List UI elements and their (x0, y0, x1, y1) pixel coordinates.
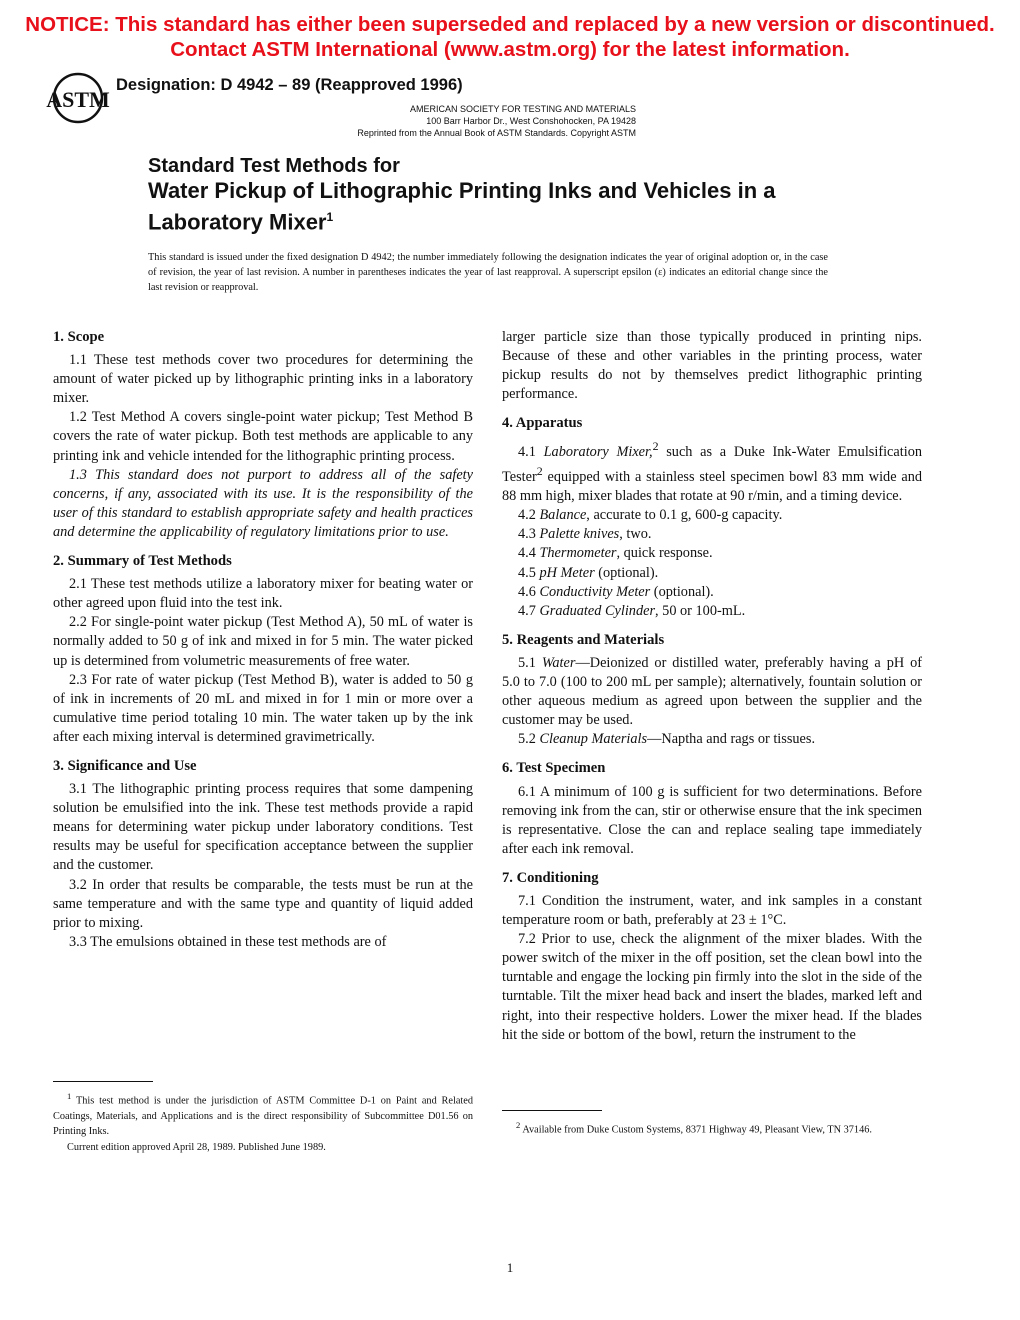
footnote-mark: 2 (516, 1120, 521, 1130)
paragraph-3-2: 3.2 In order that results be comparable, the tests must be run at the same temperature and with the same type and quantity of liquid added prior to mixing. (53, 876, 473, 931)
designation: Designation: D 4942 – 89 (Reapproved 1996) (116, 76, 463, 94)
footnote-mark: 2 (652, 439, 659, 454)
item-name: Laboratory Mixer, (543, 444, 653, 461)
item-name: Water (541, 654, 576, 671)
item-number: 4.1 (518, 444, 536, 461)
item-name: Palette knives (539, 526, 620, 543)
item-name: Balance (539, 507, 587, 524)
paragraph-7-1: 7.1 Condition the instrument, water, and ink samples in a constant temperature room or bath, preferably at 23 ± 1°C. (502, 892, 922, 929)
publisher-line-3: Reprinted from the Annual Book of ASTM Standards. Copyright ASTM (357, 128, 636, 138)
item-text: , accurate to 0.1 g, 600-g capacity. (586, 507, 783, 524)
item-text: (optional). (594, 564, 659, 581)
item-number: 4.6 (518, 583, 536, 600)
footnote-1-line-2: Current edition approved April 28, 1989. Published June 1989. (67, 1141, 326, 1153)
footnote-mark: 1 (67, 1091, 72, 1101)
item-number: 4.3 (518, 526, 536, 543)
document-title (148, 154, 776, 235)
footnote-2-body: Available from Duke Custom Systems, 8371 Highway 49, Pleasant View, TN 37146. (522, 1124, 872, 1136)
title-footnote-mark: 1 (326, 210, 334, 224)
astm-logo-icon (46, 72, 110, 124)
title-line-3 (148, 204, 776, 235)
section-heading-apparatus: 4. Apparatus (502, 415, 583, 432)
paragraph-4-7 (502, 602, 922, 621)
item-text: (optional). (650, 583, 714, 600)
item-name: pH Meter (539, 564, 595, 581)
title-line-3-text: Laboratory Mixer (148, 209, 327, 235)
item-number: 4.7 (518, 602, 536, 619)
paragraph-2-2: 2.2 For single-point water pickup (Test Method A), 50 mL of water is normally added to 50 g of ink and mixed in for 5 min. The water picked up is determined from volumetric measurements of free water. (53, 614, 473, 669)
paragraph-3-3: 3.3 The emulsions obtained in these test methods are of (69, 933, 387, 950)
paragraph-1-3: 1.3 This standard does not purport to address all of the safety concerns, if any, associated with its use. It is the responsibility of the user of this standard to establish appropriate safety and health practices and determine the applicability of regulatory limitations prior to use. (53, 466, 473, 540)
issued-note: This standard is issued under the fixed designation D 4942; the number immediately following the designation indicates the year of original adoption or, in the case of revision, the year of last revision. A number in parentheses indicates the year of last reapproval. A superscript epsilon (ε) indicates an editorial change since the last revision or reapproval. (148, 252, 828, 293)
notice-line-1: NOTICE: This standard has either been superseded and replaced by a new version or discontinued. (25, 13, 995, 36)
paragraph-4-1 (502, 437, 922, 506)
page-number: 1 (506, 1260, 514, 1275)
item-name: Thermometer (539, 545, 617, 562)
section-heading-conditioning: 7. Conditioning (502, 869, 599, 886)
paragraph-4-6 (502, 583, 922, 602)
paragraph-4-3 (502, 525, 922, 544)
title-line-1: Standard Test Methods for (148, 155, 400, 177)
paragraph-5-1 (502, 654, 922, 730)
paragraph-3-3-continued: larger particle size than those typically produced in printing nips. Because of these and other variables in the printing process, water pickup results do not by themselves predict lithographic printing performance. (502, 329, 922, 403)
paragraph-6-1: 6.1 A minimum of 100 g is sufficient for two determinations. Before removing ink from the can, stir or otherwise ensure that the ink specimen is representative. Close the can and replace sealing tape immediately after each ink removal. (502, 783, 922, 857)
item-number: 4.2 (518, 507, 536, 524)
paragraph-4-5 (502, 564, 922, 583)
item-text: , quick response. (616, 545, 713, 562)
footnote-1 (53, 1089, 473, 1155)
item-number: 4.4 (518, 545, 536, 562)
item-name: Graduated Cylinder (539, 602, 656, 619)
section-heading-specimen: 6. Test Specimen (502, 760, 606, 777)
item-text: equipped with a stainless steel specimen bowl 83 mm wide and 88 mm high, mixer blades that rotate at 90 r/min, and a timing device. (502, 469, 922, 505)
publisher-line-1: AMERICAN SOCIETY FOR TESTING AND MATERIALS (409, 104, 636, 114)
paragraph-2-3: 2.3 For rate of water pickup (Test Method B), water is added to 50 g of ink in increments of 20 mL and mixed in for 1 min or more over a cumulative time period totaling 10 min. The water taken up by the ink after each mixing interval is determined gravimetrically. (53, 671, 473, 745)
item-text: —Deionized or distilled water, preferably having a pH of 5.0 to 7.0 (100 to 200 mL per sample); alternatively, fountain solution or other aqueous medium as agreed upon between the supplier and the customer may be used. (502, 654, 923, 729)
publisher-block (357, 103, 636, 139)
item-number: 5.2 (518, 731, 536, 748)
paragraph-1-1: 1.1 These test methods cover two procedures for determining the amount of water picked up by lithographic printing inks in a laboratory mixer. (53, 352, 473, 407)
footnote-rule-right (502, 1110, 602, 1111)
item-text: , 50 or 100-mL. (655, 602, 746, 619)
section-heading-summary: 2. Summary of Test Methods (53, 553, 232, 570)
notice-line-2: Contact ASTM International (www.astm.org) for the latest information. (170, 38, 850, 61)
footnote-2-text (502, 1118, 922, 1138)
section-heading-scope: 1. Scope (53, 329, 105, 345)
paragraph-5-2 (502, 730, 922, 749)
supersession-notice (0, 12, 1020, 62)
item-name: Cleanup Materials (539, 731, 648, 748)
item-number: 4.5 (518, 564, 536, 581)
paragraph-2-1: 2.1 These test methods utilize a laboratory mixer for beating water or other agreed upon fluid into the test ink. (53, 576, 473, 612)
footnote-1-body: This test method is under the jurisdiction of ASTM Committee D-1 on Paint and Related Coatings, Materials, and Applications and is the direct responsibility of Subcommittee D01.56 on Printing Inks. (53, 1095, 474, 1138)
footnote-mark: 2 (536, 464, 543, 479)
paragraph-4-2 (502, 506, 922, 525)
item-name: Conductivity Meter (539, 583, 651, 600)
left-column (53, 328, 473, 952)
item-text: such as a Duke Ink-Water Emulsification Tester (502, 444, 922, 486)
footnote-rule-left (53, 1081, 153, 1082)
section-heading-reagents: 5. Reagents and Materials (502, 631, 665, 648)
paragraph-7-2: 7.2 Prior to use, check the alignment of the mixer blades. With the power switch of the mixer in the off position, set the clean bowl into the turntable and engage the locking pin firmly into the slot in the side of the turntable. Tilt the mixer head back and insert the blades, marked left and right, into their respective holders. Lower the mixer head. If the blades hit the side or bottom of the bowl, return the instrument to the (502, 931, 922, 1043)
paragraph-1-2: 1.2 Test Method A covers single-point water pickup; Test Method B covers the rate of water pickup. Both test methods are applicable to any printing ink and vehicle intended for the lithographic printing process. (53, 409, 473, 464)
item-text: , two. (619, 526, 652, 543)
section-heading-significance: 3. Significance and Use (53, 757, 197, 774)
footnote-1-text (53, 1089, 473, 1140)
logo-text: ASTM (46, 87, 110, 112)
publisher-line-2: 100 Barr Harbor Dr., West Conshohocken, PA 19428 (426, 116, 636, 126)
right-column (502, 328, 922, 1045)
footnote-2 (502, 1118, 922, 1138)
title-line-2: Water Pickup of Lithographic Printing Inks and Vehicles in a (148, 178, 776, 203)
paragraph-4-4 (502, 544, 922, 563)
item-text: —Naptha and rags or tissues. (647, 731, 816, 748)
paragraph-3-1: 3.1 The lithographic printing process requires that some dampening solution be emulsified into the ink. These test methods provide a rapid means for determining water pickup under laboratory conditions. Test results may be useful for specification acceptance between the supplier and the customer. (53, 781, 473, 874)
item-number: 5.1 (518, 654, 536, 671)
